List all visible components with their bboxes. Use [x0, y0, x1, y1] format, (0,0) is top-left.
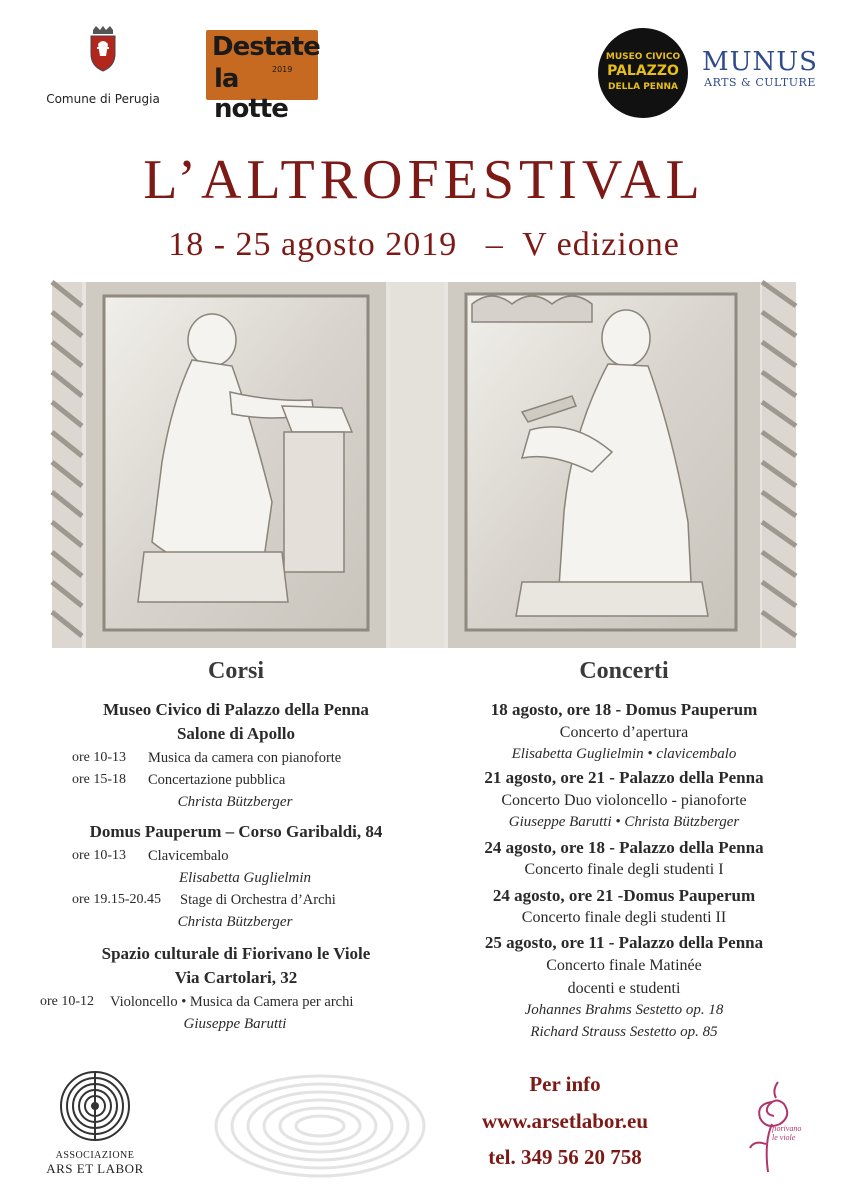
labyrinth-watermark — [210, 1070, 430, 1180]
fiorivano-line2: le viole — [772, 1133, 796, 1142]
ars-line1: ASSOCIAZIONE — [55, 1150, 135, 1161]
row-desc: Stage di Orchestra d’Archi — [180, 892, 336, 908]
estate-line2: la notte — [214, 64, 288, 124]
corsi-title: Corsi — [208, 658, 264, 684]
ars-line2: ARS ET LABOR — [46, 1161, 144, 1176]
museo-line2: PALAZZO — [607, 63, 679, 79]
concert-1-description: Concerto d’apertura — [559, 724, 689, 741]
info-block — [460, 1072, 670, 1170]
corsi-venue2: Domus Pauperum – Corso Garibaldi, 84 — [89, 822, 383, 841]
museo-line1: MUSEO CIVICO — [605, 52, 681, 62]
concert-5-program-1: Johannes Brahms Sestetto op. 18 — [524, 1002, 724, 1018]
concert-2-header: 21 agosto, ore 21 - Palazzo della Penna — [484, 768, 764, 787]
fiorivano-text — [772, 1124, 801, 1142]
munus-logo — [700, 48, 820, 89]
estate-year: 2019 — [272, 65, 293, 74]
right-twisted-column — [762, 282, 796, 648]
concert-3-header: 24 agosto, ore 18 - Palazzo della Penna — [484, 838, 764, 857]
row-desc: Clavicembalo — [148, 848, 229, 864]
corsi-v2-teacher-2: Christa Bützberger — [177, 914, 293, 930]
row-desc: Concertazione pubblica — [148, 772, 286, 788]
row-time: ore 10-12 — [40, 994, 95, 1009]
estate-la-notte-logo — [206, 30, 320, 124]
concerti-title: Concerti — [579, 658, 669, 684]
ars-et-labor-logo — [40, 1070, 150, 1177]
row-time: ore 19.15-20.45 — [72, 892, 162, 907]
concert-2-description: Concerto Duo violoncello - pianoforte — [501, 792, 747, 809]
corsi-v2-teacher-1: Elisabetta Guglielmin — [178, 870, 312, 886]
phone-number[interactable]: tel. 349 56 20 758 — [488, 1145, 642, 1169]
corsi-v1-teacher: Christa Bützberger — [177, 794, 293, 810]
corsi-venue3-line1: Spazio culturale di Fiorivano le Viole — [101, 944, 371, 963]
row-desc: Violoncello • Musica da Camera per archi — [110, 994, 354, 1010]
fiorivano-le-viole-logo — [742, 1072, 818, 1178]
website-link[interactable]: www.arsetlabor.eu — [481, 1109, 649, 1133]
concert-1-performers: Elisabetta Guglielmin • clavicembalo — [511, 746, 737, 762]
museo-palazzo-della-penna-logo — [598, 28, 688, 118]
concert-5-program-2: Richard Strauss Sestetto op. 85 — [530, 1024, 718, 1040]
comune-di-perugia-logo — [38, 26, 168, 116]
info-heading: Per info — [529, 1072, 601, 1096]
row-time: ore 15-18 — [72, 772, 127, 787]
concert-4-description: Concerto finale degli studenti II — [521, 909, 727, 926]
corsi-venue1-line1: Museo Civico di Palazzo della Penna — [103, 700, 369, 719]
labyrinth-icon — [40, 1070, 150, 1146]
concert-5-description-2: docenti e studenti — [567, 980, 681, 997]
perugia-crest-icon — [87, 26, 119, 72]
munus-line1: MUNUS — [701, 47, 818, 77]
row-time: ore 10-13 — [72, 750, 127, 765]
concert-5-header: 25 agosto, ore 11 - Palazzo della Penna — [484, 933, 764, 952]
fiorivano-line1: fiorivano — [772, 1124, 802, 1133]
estate-line1: Destate — [212, 32, 320, 62]
corsi-v3-teacher: Giuseppe Barutti — [183, 1016, 287, 1032]
concert-4-header: 24 agosto, ore 21 -Domus Pauperum — [492, 886, 756, 905]
concert-3-description: Concerto finale degli studenti I — [524, 861, 724, 878]
relief-sculptures-image — [52, 282, 796, 648]
row-desc: Musica da camera con pianoforte — [148, 750, 342, 766]
munus-line2: ARTS & CULTURE — [704, 76, 816, 89]
museo-line3: DELLA PENNA — [608, 82, 678, 92]
festival-title: L’ALTROFESTIVAL — [143, 149, 705, 211]
row-time: ore 10-13 — [72, 848, 127, 863]
perugia-caption: Comune di Perugia — [46, 92, 160, 106]
left-twisted-column — [52, 282, 82, 648]
corsi-venue1-line2: Salone di Apollo — [176, 724, 296, 743]
concert-5-description-1: Concerto finale Matinée — [546, 957, 702, 974]
corsi-venue3-line2: Via Cartolari, 32 — [174, 968, 298, 987]
concert-2-performers: Giuseppe Barutti • Christa Bützberger — [508, 814, 740, 830]
concert-1-header: 18 agosto, ore 18 - Domus Pauperum — [490, 700, 758, 719]
festival-dates: 18 - 25 agosto 2019 – V edizione — [168, 226, 680, 263]
